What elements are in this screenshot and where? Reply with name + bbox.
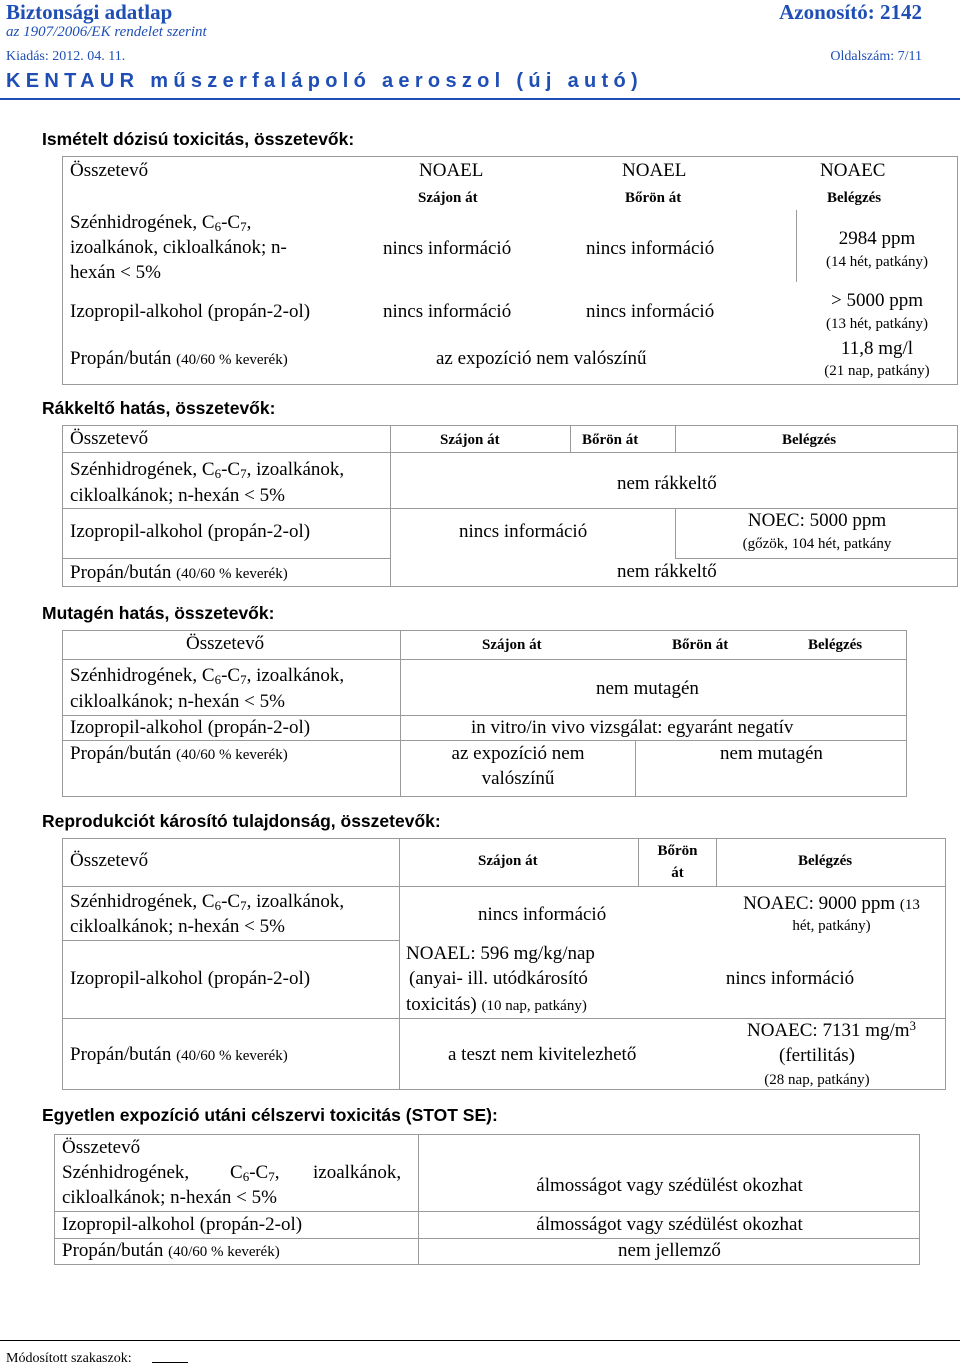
- row3-name: Propán/bután (40/60 % keverék): [70, 743, 288, 764]
- col-inhal: Belégzés: [782, 432, 837, 448]
- col-dermal-line2: át: [671, 865, 684, 881]
- row2-inhal-note: (gőzök, 104 hét, patkány: [742, 536, 892, 552]
- row1-dermal: nincs információ: [586, 238, 715, 259]
- stot-se-heading: Egyetlen expozíció utáni célszervi toxicitás (STOT SE):: [42, 1105, 498, 1125]
- row2-name: Izopropil-alkohol (propán-2-ol): [62, 1214, 303, 1235]
- page-number: Oldalszám: 7/11: [830, 49, 922, 64]
- row2-oral-line3: toxicitás) (10 nap, patkány): [406, 994, 587, 1015]
- col-inhal: Belégzés: [808, 637, 863, 653]
- col-dermal: Bőrön át: [625, 190, 682, 206]
- col-component: Összetevő: [70, 850, 149, 871]
- document-title: Biztonsági adatlap: [6, 0, 173, 24]
- row2-oral-line1: NOAEL: 596 mg/kg/nap: [406, 943, 595, 964]
- col-component: Összetevő: [70, 160, 149, 181]
- row3-oral: a teszt nem kivitelezhető: [448, 1044, 637, 1065]
- row2-name: Izopropil-alkohol (propán-2-ol): [70, 717, 311, 738]
- document-id: Azonosító: 2142: [779, 0, 922, 24]
- row2-oral: nincs információ: [383, 301, 512, 322]
- row3-inhal: 11,8 mg/l: [840, 338, 914, 359]
- modified-sections-blank: [152, 1362, 188, 1363]
- row1-value: álmosságot vagy szédülést okozhat: [536, 1175, 803, 1196]
- row3-name: Propán/bután (40/60 % keverék): [70, 562, 288, 583]
- col-component: Összetevő: [70, 428, 149, 449]
- row2-dermal: nincs információ: [586, 301, 715, 322]
- col-dermal-line1: Bőrön: [657, 843, 698, 859]
- col-component: Összetevő: [186, 633, 265, 654]
- col-oral: Szájon át: [418, 190, 478, 206]
- row2-inhal-note: (13 hét, patkány): [825, 316, 929, 332]
- col-inhal: Belégzés: [798, 853, 853, 869]
- row1-value: nem rákkeltő: [617, 473, 717, 494]
- row1-inhal: NOAEC: 9000 ppm (13: [743, 893, 920, 914]
- row3-value: nem rákkeltő: [617, 561, 717, 582]
- col-oral: Szájon át: [482, 637, 542, 653]
- col-inhal: Belégzés: [827, 190, 882, 206]
- repeated-dose-heading: Ismételt dózisú toxicitás, összetevők:: [42, 129, 355, 149]
- row1-name-line2: cikloalkánok; n-hexán < 5%: [70, 691, 285, 712]
- row2-oral-line2: (anyai- ill. utódkárosító: [409, 968, 588, 989]
- row3-name: Propán/bután (40/60 % keverék): [70, 348, 288, 369]
- row2-name: Izopropil-alkohol (propán-2-ol): [70, 968, 311, 989]
- row1-name-line2: cikloalkánok; n-hexán < 5%: [70, 485, 285, 506]
- row1-name: Szénhidrogének, $C_6-C_7$, izoalkánok,: [70, 665, 345, 687]
- carcinogenic-heading: Rákkeltő hatás, összetevők:: [42, 398, 276, 418]
- reproductive-heading: Reprodukciót károsító tulajdonság, összetevők:: [42, 811, 441, 831]
- row3-inhal-line1: NOAEC: 7131 $mg/m^3$: [746, 1018, 917, 1041]
- row3-name: Propán/bután (40/60 % keverék): [70, 1044, 288, 1065]
- modified-sections: Módosított szakaszok:: [6, 1351, 132, 1366]
- row1-name-line2: izoalkánok, cikloalkánok; n-: [70, 237, 287, 258]
- row3-name: Propán/bután (40/60 % keverék): [62, 1240, 280, 1261]
- row2-value: nincs információ: [459, 521, 588, 542]
- col-noael-dermal: NOAEL: [622, 160, 687, 181]
- row1-name: Szénhidrogének, $C_6-C_7$, izoalkánok,: [62, 1162, 402, 1184]
- col-dermal: Bőrön át: [582, 432, 639, 448]
- row1-name-line2: cikloalkánok; n-hexán < 5%: [62, 1187, 277, 1208]
- row2-name: Izopropil-alkohol (propán-2-ol): [70, 521, 311, 542]
- row2-value: álmosságot vagy szédülést okozhat: [536, 1214, 803, 1235]
- row3-oral-dermal: az expozíció nem valószínű: [436, 348, 647, 369]
- row1-name-line3: hexán < 5%: [70, 262, 161, 283]
- col-component: Összetevő: [62, 1137, 141, 1158]
- row3-inhal-line2: (fertilitás): [779, 1045, 855, 1066]
- row2-value: in vitro/in vivo vizsgálat: egyaránt negatív: [471, 717, 794, 738]
- row2-inhal: > 5000 ppm: [831, 290, 923, 311]
- row1-name-line2: cikloalkánok; n-hexán < 5%: [70, 916, 285, 937]
- row3-oral-line2: valószínű: [481, 768, 555, 789]
- row1-inhal-note: (14 hét, patkány): [825, 254, 929, 270]
- row1-inhal: 2984 ppm: [838, 228, 916, 249]
- col-oral: Szájon át: [440, 432, 500, 448]
- row1-value: nem mutagén: [596, 678, 699, 699]
- row3-inhal-note: (28 nap, patkány): [764, 1072, 870, 1088]
- row1-name: Szénhidrogének, $C_6-C_7$, izoalkánok,: [70, 891, 345, 913]
- regulation-subtitle: az 1907/2006/EK rendelet szerint: [6, 24, 207, 40]
- row1-oral: nincs információ: [478, 904, 607, 925]
- row3-oral-line1: az expozíció nem: [451, 743, 585, 764]
- row2-inhal: NOEC: 5000 ppm: [747, 510, 887, 531]
- col-dermal: Bőrön át: [672, 637, 729, 653]
- row3-value: nem jellemző: [618, 1240, 721, 1261]
- product-name: KENTAUR műszerfalápoló aeroszol (új autó): [6, 70, 643, 92]
- row1-name: Szénhidrogének, $C_6-C_7$, izoalkánok,: [70, 459, 345, 481]
- row1-inhal-line2: hét, patkány): [792, 918, 871, 934]
- col-noaec-inhal: NOAEC: [820, 160, 886, 181]
- issue-date: Kiadás: 2012. 04. 11.: [6, 49, 126, 64]
- row1-oral: nincs információ: [383, 238, 512, 259]
- row3-inhal-note: (21 nap, patkány): [824, 363, 930, 379]
- row2-inhal: nincs információ: [725, 968, 855, 989]
- row2-name: Izopropil-alkohol (propán-2-ol): [70, 301, 311, 322]
- header-divider: [0, 98, 960, 100]
- footer-divider: [0, 1340, 960, 1341]
- row3-inhal: nem mutagén: [720, 743, 823, 764]
- row1-name: Szénhidrogének, $C_6-C_7$,: [70, 212, 252, 234]
- col-oral: Szájon át: [478, 853, 538, 869]
- mutagenic-heading: Mutagén hatás, összetevők:: [42, 603, 275, 623]
- col-noael-oral: NOAEL: [419, 160, 484, 181]
